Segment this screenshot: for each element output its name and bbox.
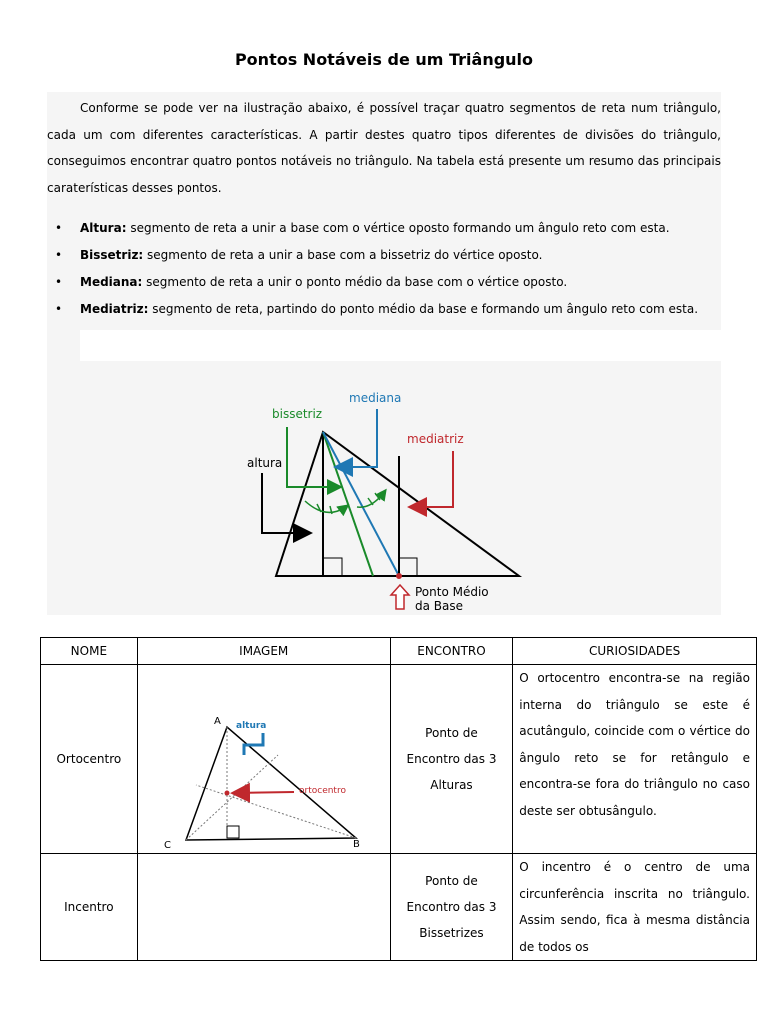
triangle-abc — [186, 727, 356, 840]
angle-arc-left — [305, 501, 347, 512]
ortocentro-dot — [224, 791, 229, 796]
triangle-segments-figure — [47, 361, 721, 615]
label-bissetriz: bissetriz — [272, 407, 323, 421]
encounter-line: Alturas — [430, 778, 473, 792]
header-encontro: ENCONTRO — [390, 638, 513, 665]
term-mediatriz: Mediatriz: — [80, 302, 149, 316]
notable-points-table — [40, 637, 757, 961]
definition-altura: segmento de reta a unir a base com o vértice oposto formando um ângulo reto com esta. — [126, 221, 670, 235]
label-ponto-medio: Ponto Médio — [415, 585, 489, 599]
arrow-altura — [244, 733, 263, 755]
cell-image — [137, 854, 390, 961]
definition-mediana: segmento de reta a unir o ponto médio da base com o vértice oposto. — [142, 275, 568, 289]
ortocentro-figure — [138, 665, 390, 853]
label-da-base: da Base — [415, 599, 464, 613]
arrow-ortocentro — [234, 792, 294, 793]
intro-paragraph: Conforme se pode ver na ilustração abaixo, é possível traçar quatro segmentos de reta num triângulo, cada um com diferentes características. A partir destes quatro tipos diferentes de divisões do triângulo, conseguimos encontrar quatro pontos notáveis no triângulo. Na tabela está presente um resumo das principais caraterísticas desses pontos. — [47, 101, 721, 195]
right-angle-mark — [323, 558, 342, 576]
mediana-line — [323, 432, 399, 576]
label-altura: altura — [235, 721, 267, 731]
altura-c — [186, 755, 278, 840]
midpoint-dot — [396, 573, 402, 579]
page-title: Pontos Notáveis de um Triângulo — [234, 50, 534, 69]
cell-image — [137, 665, 390, 854]
encounter-line: Ponto de — [425, 726, 478, 740]
list-item — [47, 271, 721, 298]
header-nome: NOME — [41, 638, 138, 665]
list-item — [47, 298, 721, 325]
label-ortocentro: ortocentro — [298, 786, 346, 796]
encounter-line: Bissetrizes — [419, 926, 484, 940]
vertex-b: B — [352, 839, 360, 850]
bissetriz-line — [323, 432, 373, 576]
table-row — [41, 665, 757, 854]
cell-name: Ortocentro — [41, 665, 138, 854]
list-item — [47, 244, 721, 271]
term-bissetriz: Bissetriz: — [80, 248, 144, 262]
definition-list — [47, 217, 721, 325]
header-imagem: IMAGEM — [137, 638, 390, 665]
encounter-line: Encontro das 3 — [406, 900, 497, 914]
vertex-a: A — [213, 716, 221, 727]
arrow-up-icon — [391, 585, 409, 609]
right-angle-mark — [399, 558, 417, 576]
right-angle-mark — [227, 826, 239, 838]
encounter-line: Encontro das 3 — [406, 752, 497, 766]
table-header-row — [41, 638, 757, 665]
header-curiosidades: CURIOSIDADES — [513, 638, 757, 665]
arrow-mediatriz — [411, 451, 453, 507]
cell-name: Incentro — [41, 854, 138, 961]
cell-encounter — [390, 665, 513, 854]
arrow-mediana — [337, 409, 377, 467]
term-altura: Altura: — [80, 221, 127, 235]
label-mediana: mediana — [349, 391, 402, 405]
definition-bissetriz: segmento de reta a unir a base com a bissetriz do vértice oposto. — [143, 248, 543, 262]
term-mediana: Mediana: — [80, 275, 143, 289]
main-triangle — [276, 432, 519, 576]
label-mediatriz: mediatriz — [407, 432, 464, 446]
encounter-line: Ponto de — [425, 874, 478, 888]
label-altura: altura — [247, 456, 283, 470]
background-gap — [80, 330, 721, 362]
cell-encounter — [390, 854, 513, 961]
definition-mediatriz: segmento de reta, partindo do ponto médio da base e formando um ângulo reto com esta. — [148, 302, 699, 316]
table-row — [41, 854, 757, 961]
vertex-c: C — [163, 840, 171, 851]
arrow-altura — [262, 473, 309, 533]
cell-curiosity: O ortocentro encontra-se na região interna do triângulo se este é acutângulo, coincide com o vértice do ângulo reto se for retângulo e encontra-se fora do triângulo no caso deste ser obtusângulo. — [513, 665, 757, 854]
list-item — [47, 217, 721, 244]
cell-curiosity: O incentro é o centro de uma circunferência inscrita no triângulo. Assim sendo, fica à mesma distância de todos os — [513, 854, 757, 961]
